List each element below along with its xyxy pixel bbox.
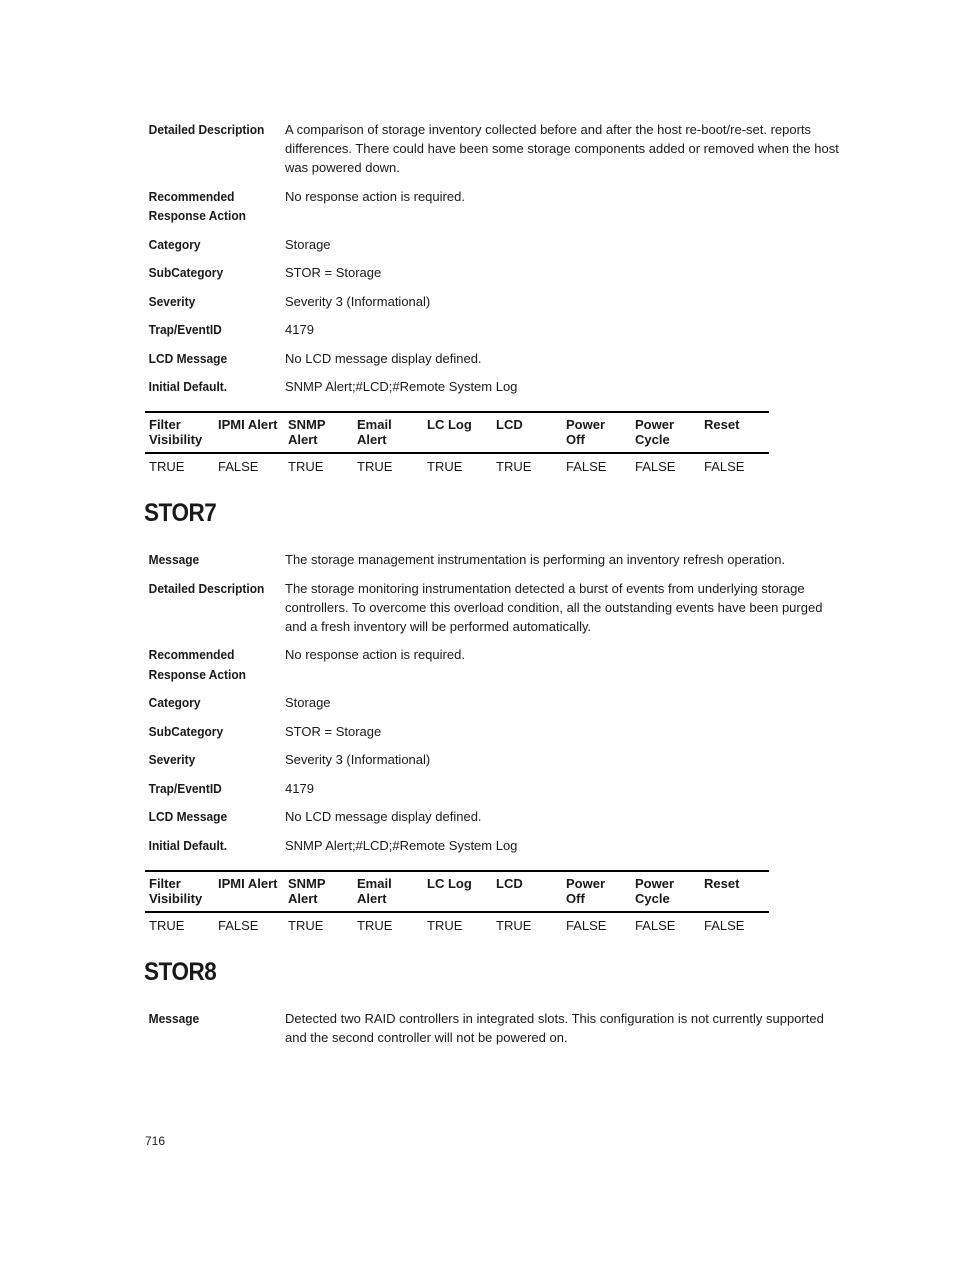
detail-row	[145, 235, 845, 255]
filter-value-cell: TRUE	[496, 918, 532, 933]
message-label: Message	[148, 1011, 200, 1026]
initial-default-value: SNMP Alert;#LCD;#Remote System Log	[285, 837, 518, 853]
initial-default-value: SNMP Alert;#LCD;#Remote System Log	[285, 379, 518, 395]
detail-row	[145, 187, 845, 226]
filter-header-cell: Power Off	[562, 412, 631, 453]
filter-value-cell: TRUE	[149, 459, 185, 474]
category-value: Storage	[285, 236, 331, 252]
filter-value-cell: FALSE	[704, 918, 745, 933]
page-number: 716	[145, 1134, 166, 1148]
filter-value-cell: TRUE	[288, 459, 324, 474]
detail-row	[145, 1009, 835, 1047]
trap-eventid-label: Trap/EventID	[148, 322, 222, 338]
filter-value-cell: FALSE	[635, 459, 676, 474]
recommended-action-label: Recommended Response Action	[148, 188, 246, 224]
filter-header-cell: Power Cycle	[631, 871, 700, 912]
lcd-message-value: No LCD message display defined.	[285, 809, 482, 825]
detail-row	[145, 263, 845, 283]
detail-row	[145, 377, 845, 397]
recommended-action-value: No response action is required.	[285, 647, 465, 663]
severity-label: Severity	[148, 293, 196, 309]
message-value: Detected two RAID controllers in integrated slots. This configuration is not currently supported and the second controller will not be powered on.	[285, 1011, 824, 1046]
detailed-description-label: Detailed Description	[148, 122, 265, 137]
filter-value-cell: FALSE	[218, 918, 259, 933]
filter-header-cell: Filter Visibility	[145, 871, 214, 912]
filter-table-header	[145, 871, 769, 912]
filter-value-cell: TRUE	[288, 918, 324, 933]
filter-header-cell: Filter Visibility	[145, 412, 214, 453]
subcategory-value: STOR = Storage	[285, 723, 382, 739]
detail-row	[145, 750, 845, 770]
section-title-stor7: STOR7	[144, 499, 217, 527]
filter-header-cell: SNMP Alert	[284, 412, 353, 453]
subcategory-label: SubCategory	[148, 723, 224, 739]
detail-row	[145, 645, 845, 684]
filter-header-cell: LC Log	[423, 412, 492, 453]
stor8-details	[145, 1009, 835, 1047]
filter-value-cell: TRUE	[357, 459, 393, 474]
detail-row	[145, 579, 845, 637]
filter-value-cell: FALSE	[635, 918, 676, 933]
recommended-action-label: Recommended Response Action	[148, 647, 246, 682]
section-title-stor8: STOR8	[144, 958, 217, 986]
trap-eventid-value: 4179	[285, 322, 314, 338]
stor7-details	[145, 550, 845, 855]
lcd-message-label: LCD Message	[148, 350, 228, 366]
filter-table-header	[145, 412, 769, 453]
detail-row	[145, 807, 845, 827]
filter-header-cell: LCD	[492, 871, 562, 912]
lcd-message-value: No LCD message display defined.	[285, 350, 482, 366]
filter-value-cell: FALSE	[566, 918, 607, 933]
filter-value-cell: TRUE	[427, 918, 463, 933]
filter-header-cell: Reset	[700, 871, 769, 912]
detail-row	[145, 693, 845, 713]
initial-default-label: Initial Default.	[148, 837, 228, 853]
detail-row	[145, 320, 845, 340]
message-value: The storage management instrumentation is performing an inventory refresh operation.	[285, 552, 786, 567]
detail-row	[145, 550, 845, 570]
category-label: Category	[148, 695, 201, 711]
filter-header-cell: Email Alert	[353, 412, 423, 453]
trap-eventid-label: Trap/EventID	[148, 780, 222, 796]
detail-row	[145, 349, 845, 369]
filter-header-cell: IPMI Alert	[214, 871, 284, 912]
filter-value-cell: TRUE	[357, 918, 393, 933]
lcd-message-label: LCD Message	[148, 809, 228, 825]
detailed-description-label: Detailed Description	[148, 580, 265, 596]
table-row	[145, 453, 769, 475]
detailed-description-value: A comparison of storage inventory collected before and after the host re-boot/re-set. reports differences. There could have been some storage components added or removed when the host was powered down.	[285, 122, 839, 176]
message-label: Message	[148, 552, 200, 567]
filter-header-cell: Power Cycle	[631, 412, 700, 453]
subcategory-value: STOR = Storage	[285, 265, 382, 281]
category-value: Storage	[285, 695, 331, 711]
filter-header-cell: LCD	[492, 412, 562, 453]
filter-value-cell: FALSE	[704, 459, 745, 474]
filter-header-cell: Email Alert	[353, 871, 423, 912]
detail-row	[145, 722, 845, 742]
detailed-description-value: The storage monitoring instrumentation detected a burst of events from underlying storage controllers. To overcome this overload condition, all the outstanding events have been purged and a fresh inventory will be performed automatically.	[285, 580, 823, 634]
filter-header-cell: LC Log	[423, 871, 492, 912]
filter-header-cell: Power Off	[562, 871, 631, 912]
detail-row	[145, 120, 845, 178]
detail-row	[145, 292, 845, 312]
filter-header-cell: Reset	[700, 412, 769, 453]
filter-table	[145, 411, 769, 475]
recommended-action-value: No response action is required.	[285, 188, 465, 204]
filter-value-cell: TRUE	[427, 459, 463, 474]
category-label: Category	[148, 236, 201, 252]
filter-header-cell: SNMP Alert	[284, 871, 353, 912]
table-row	[145, 912, 769, 934]
trap-eventid-value: 4179	[285, 780, 314, 796]
initial-default-label: Initial Default.	[148, 379, 228, 395]
severity-value: Severity 3 (Informational)	[285, 752, 431, 768]
filter-value-cell: FALSE	[566, 459, 607, 474]
filter-table	[145, 870, 769, 934]
severity-value: Severity 3 (Informational)	[285, 293, 431, 309]
detail-row	[145, 779, 845, 799]
filter-value-cell: TRUE	[496, 459, 532, 474]
filter-header-cell: IPMI Alert	[214, 412, 284, 453]
detail-row	[145, 836, 845, 856]
subcategory-label: SubCategory	[148, 265, 224, 281]
severity-label: Severity	[148, 752, 196, 768]
filter-value-cell: TRUE	[149, 918, 185, 933]
filter-value-cell: FALSE	[218, 459, 259, 474]
prev-event-details	[145, 120, 845, 397]
